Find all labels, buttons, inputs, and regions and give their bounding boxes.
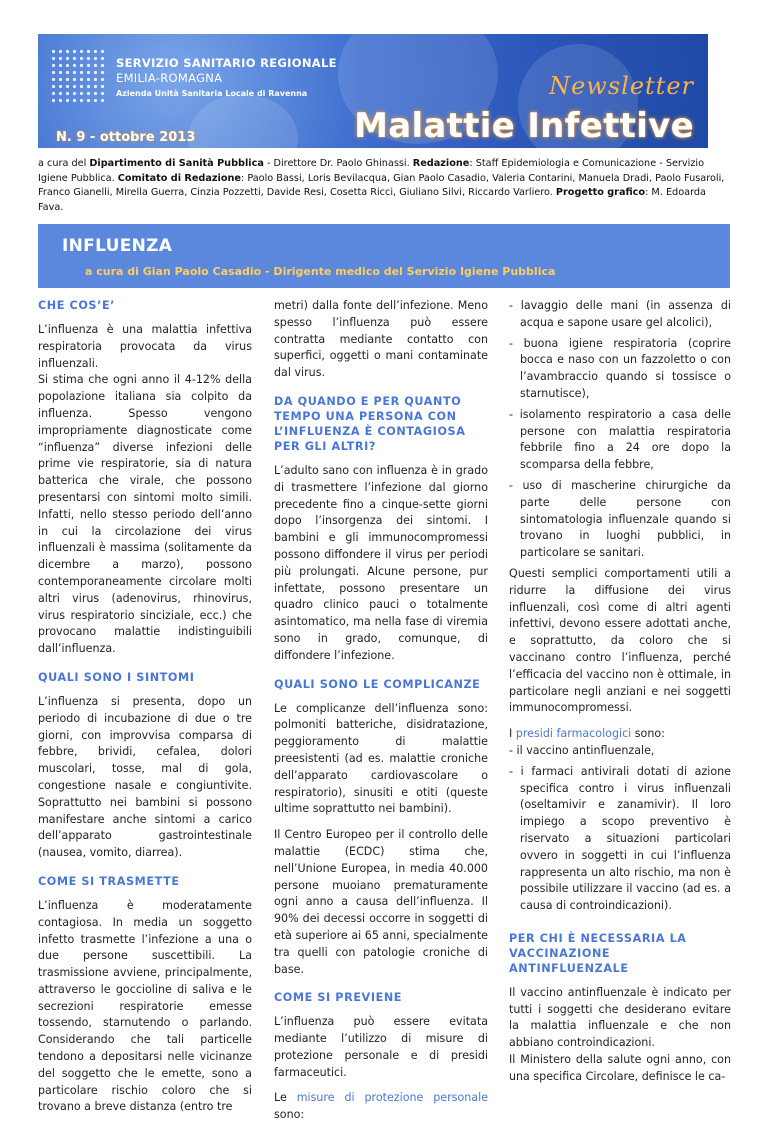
- org-unit: Azienda Unità Sanitaria Locale di Ravenna: [116, 89, 308, 98]
- heading-prevention: COME SI PREVIENE: [274, 991, 403, 1005]
- highlight-term: misure di protezione personale: [296, 1091, 488, 1105]
- section-header: [38, 224, 730, 288]
- paragraph: L’adulto sano con influenza è in grado di trasmettere l’infezione dal giorno precedente fino a cinque-sette giorni dopo l’insorgenza dei sintomi. I bambini e gli immunocompromessi possono diffondere il virus per periodi più prolungati. Alcune persone, pur infettate, possono presentare un quadro clinico pauci o totalmente asintomatico, ma nella fase di viremia sono in grado, comunque, di diffondere l’infezione.: [274, 463, 488, 662]
- paragraph: metri) dalla fonte dell’infezione. Meno spesso l’influenza può essere contratta mediante contatto con superfici, oggetti o mani contaminate dal virus.: [274, 299, 488, 380]
- heading-who-needs-vaccine: PER CHI È NECESSARIA LA VACCINAZIONE ANTINFLUENZALE: [509, 931, 687, 975]
- section-title: INFLUENZA: [62, 236, 173, 256]
- heading-complications: QUALI SONO LE COMPLICANZE: [274, 677, 481, 691]
- issue-number: N. 9 - ottobre 2013: [56, 130, 196, 145]
- newsletter-label: Newsletter: [549, 72, 694, 100]
- paragraph: Si stima che ogni anno il 4-12% della popolazione italiana sia colpito da influenza. Spesso vengono impropriamente diagnosticate come “influenza” diverse infezioni delle prime vie respiratorie, sia di natura batterica che virale, che possono presentarsi con sintomi molto simili. Infatti, nello stesso periodo dell’anno in cui la circolazione dei virus influenzali è massima (solitamente da dicembre a marzo), possono contemporaneamente circolare molti altri virus (adenovirus, rhinovirus, virus respiratorio sinciziale, ecc.) che provocano malattie indistinguibili dall’influenza.: [38, 373, 252, 656]
- org-region: EMILIA-ROMAGNA: [116, 71, 223, 85]
- column-2: [274, 298, 488, 1124]
- paragraph: L’influenza si presenta, dopo un periodo di incubazione di due o tre giorni, con improvvisa comparsa di febbre, brividi, cefalea, dolori muscolari, tosse, mal di gola, congestione nasale e congiuntivite. Soprattutto nei bambini si possono manifestare anche sintomi a carico dell’apparato gastrointestinale (nausea, vomito, diarrea).: [38, 694, 252, 860]
- paragraph: Il vaccino antinfluenzale è indicato per tutti i soggetti che desiderano evitare la malattia influenzale e che non abbiano controindicazioni.: [509, 985, 731, 1050]
- newsletter-title: Malattie Infettive: [354, 106, 694, 146]
- list-item: - i farmaci antivirali dotati di azione specifica contro i virus influenzali (oseltamivir e zanamivir). Il loro impiego a scopo preventivo è riservato a situazioni particolari ovvero in soggetti in cui l’influenza rappresenta un alto rischio, ma non è possibile utilizzare il vaccino (ad es. a causa di controindicazioni).: [509, 764, 731, 913]
- list-item: - buona igiene respiratoria (coprire bocca e naso con un fazzoletto o con l’avambraccio quando si tossisce o starnutisce),: [509, 336, 731, 400]
- credits: a cura del Dipartimento di Sanità Pubblica - Direttore Dr. Paolo Ghinassi. Redazione: Staff Epidemiologia e Comunicazione - Servizio Igiene Pubblica. Comitato di Redazione: Paolo Bassi, Loris Bevilacqua, Gian Paolo Casadio, Valeria Contarini, Manuela Dradi, Paolo Fusaroli, Franco Gianelli, Mirella Guerra, Cinzia Pozzetti, Davide Resi, Cosetta Ricci, Giuliano Silvi, Riccardo Varliero. Progetto grafico: M. Edoarda Fava.: [38, 158, 725, 213]
- banner-decoration: [188, 94, 298, 148]
- heading-what-is: CHE COS’E’: [38, 299, 116, 312]
- paragraph: L’influenza può essere evitata mediante l’utilizzo di misure di protezione personale e di presidi farmaceutici.: [274, 1015, 488, 1079]
- list-item: - il vaccino antinfluenzale,: [509, 743, 655, 757]
- header-banner: [38, 34, 708, 148]
- list-item: - isolamento respiratorio a casa delle persone con malattia respiratoria febbrile fino a 24 ore dopo la scomparsa della febbre,: [509, 407, 731, 472]
- paragraph: I presidi farmacologici sono:: [509, 727, 665, 741]
- logo-dots-icon: [50, 48, 108, 106]
- paragraph: Le misure di protezione personale sono:: [274, 1091, 488, 1122]
- list-item: - uso di mascherine chirurgiche da parte delle persone con sintomatologia influenzale quando si trovano in luoghi pubblici, in particolare se sanitari.: [509, 478, 731, 560]
- paragraph: Il Ministero della salute ogni anno, con una specifica Circolare, definisce le ca-: [509, 1053, 731, 1083]
- column-3: [509, 298, 731, 1086]
- heading-symptoms: QUALI SONO I SINTOMI: [38, 670, 195, 684]
- paragraph: L’influenza è una malattia infettiva respiratoria provocata da virus influenzali.: [38, 323, 252, 370]
- highlight-term: presidi farmacologici: [515, 727, 632, 741]
- list-item: - lavaggio delle mani (in assenza di acqua e sapone usare gel alcolici),: [509, 299, 731, 329]
- heading-transmission: COME SI TRASMETTE: [38, 874, 180, 888]
- paragraph: Le complicanze dell’influenza sono: polmoniti batteriche, disidratazione, peggioramento di malattie preesistenti (ad es. malattie croniche dell’apparato cardiovascolare o respiratorio), sinusiti e otiti (queste ultime soprattutto nei bambini).: [274, 701, 488, 816]
- paragraph: Il Centro Europeo per il controllo delle malattie (ECDC) stima che, nell’Unione Europea, in media 40.000 persone muoiano prematuramente ogni anno a causa dell’influenza. Il 90% dei decessi occorre in soggetti di età superiore ai 65 anni, specialmente tra quelli con patologie croniche di base.: [274, 828, 488, 976]
- paragraph: L’influenza è moderatamente contagiosa. In media un soggetto infetto trasmette l’infezione a una o due persone suscettibili. La trasmissione avviene, principalmente, attraverso le goccioline di saliva e le secrezioni respiratorie emesse tossendo, starnutendo o parlando. Considerando che tali particelle tendono a depositarsi nelle vicinanze del soggetto che le emette, sono a particolare rischio coloro che si trovano a breve distanza (entro tre: [38, 898, 252, 1114]
- paragraph: Questi semplici comportamenti utili a ridurre la diffusione dei virus influenzali, così come di altri agenti infettivi, devono essere adottati anche, e soprattutto, da coloro che si vaccinano contro l’influenza, perché l’efficacia del vaccino non è ottimale, in particolare negli anziani e nei soggetti immunocompromessi.: [509, 566, 731, 715]
- org-name: SERVIZIO SANITARIO REGIONALE: [116, 56, 337, 70]
- section-author: a cura di Gian Paolo Casadio - Dirigente medico del Servizio Igiene Pubblica: [85, 265, 556, 278]
- heading-contagious-period: DA QUANDO E PER QUANTO TEMPO UNA PERSONA CON L’INFLUENZA È CONTAGIOSA PER GLI ALTRI?: [274, 394, 466, 453]
